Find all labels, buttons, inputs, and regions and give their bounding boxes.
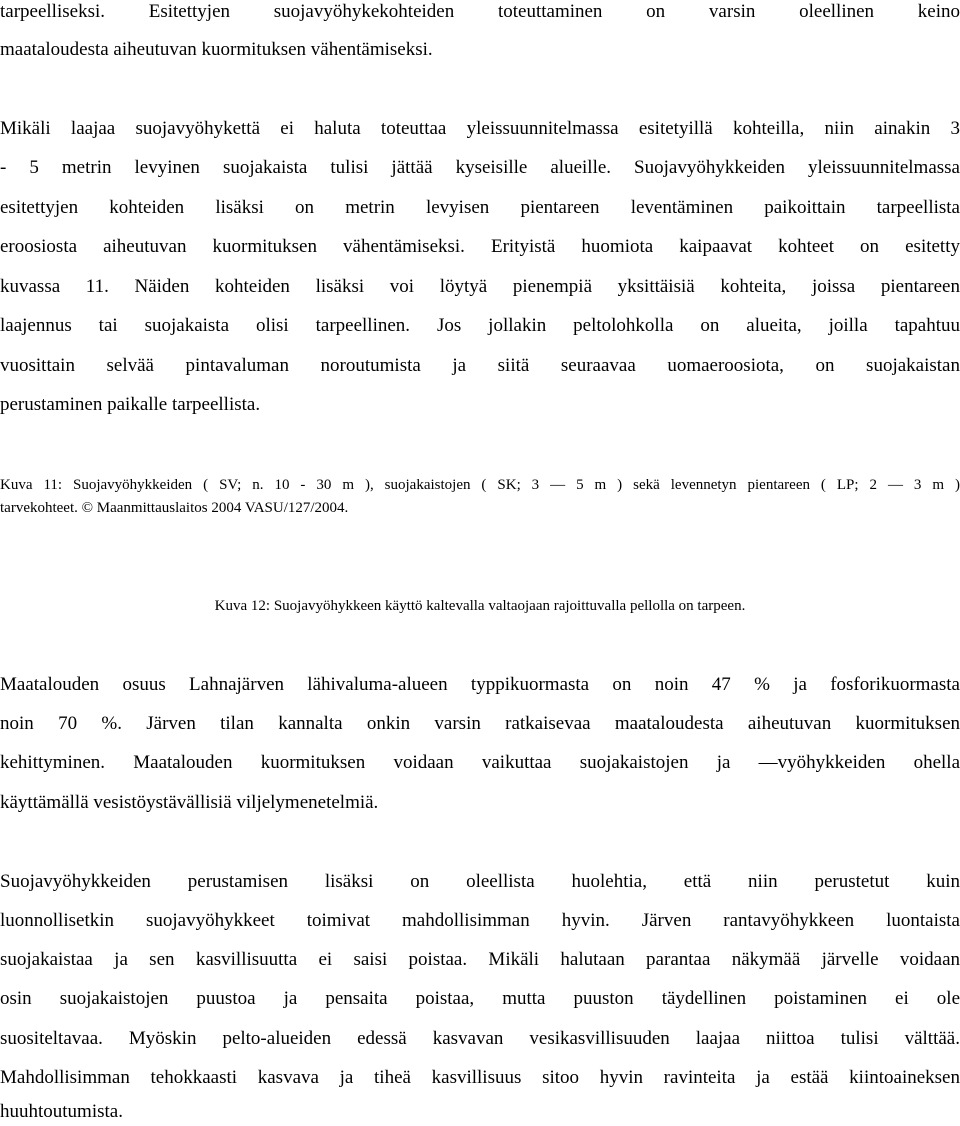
paragraph-line: Mahdollisimman tehokkaasti kasvava ja tiheä kasvillisuus sitoo hyvin ravinteita ja estää kiintoaineksen — [0, 1067, 960, 1088]
paragraph-line: luonnollisetkin suojavyöhykkeet toimivat mahdollisimman hyvin. Järven rantavyöhykkeen luontaista — [0, 910, 960, 931]
paragraph-line: esitettyjen kohteiden lisäksi on metrin levyisen pientareen leventäminen paikoittain tarpeellista — [0, 197, 960, 218]
paragraph-line: tarpeelliseksi. Esitettyjen suojavyöhykekohteiden toteuttaminen on varsin oleellinen keino — [0, 1, 960, 22]
caption-line: Kuva 11: Suojavyöhykkeiden ( SV; n. 10 - 30 m ), suojakaistojen ( SK; 3 — 5 m ) sekä levennetyn pientareen ( LP; 2 — 3 m ) — [0, 477, 960, 493]
paragraph-line: kuvassa 11. Näiden kohteiden lisäksi voi löytyä pienempiä yksittäisiä kohteita, joissa pientareen — [0, 276, 960, 297]
paragraph-line: noin 70 %. Järven tilan kannalta onkin varsin ratkaisevaa maataloudesta aiheutuvan kuormituksen — [0, 713, 960, 734]
caption-line: tarvekohteet. © Maanmittauslaitos 2004 VASU/127/2004. — [0, 500, 349, 516]
paragraph-line: kehittyminen. Maatalouden kuormituksen voidaan vaikuttaa suojakaistojen ja —vyöhykkeiden ohella — [0, 752, 960, 773]
paragraph-line: osin suojakaistojen puustoa ja pensaita poistaa, mutta puuston täydellinen poistaminen ei ole — [0, 988, 960, 1009]
paragraph-line: laajennus tai suojakaista olisi tarpeellinen. Jos jollakin peltolohkolla on alueita, joilla tapahtuu — [0, 315, 960, 336]
paragraph-line: suositeltavaa. Myöskin pelto-alueiden edessä kasvavan vesikasvillisuuden laajaa niittoa tulisi välttää. — [0, 1028, 960, 1049]
paragraph-line: Maatalouden osuus Lahnajärven lähivaluma-alueen typpikuormasta on noin 47 % ja fosforikuormasta — [0, 674, 960, 695]
paragraph-line: - 5 metrin levyinen suojakaista tulisi jättää kyseisille alueille. Suojavyöhykkeiden yleissuunnitelmassa — [0, 157, 960, 178]
paragraph-line: käyttämällä vesistöystävällisiä viljelymenetelmiä. — [0, 792, 379, 813]
paragraph-line: suojakaistaa ja sen kasvillisuutta ei saisi poistaa. Mikäli halutaan parantaa näkymää järvelle voidaan — [0, 949, 960, 970]
paragraph-line: Suojavyöhykkeiden perustamisen lisäksi on oleellista huolehtia, että niin perustetut kuin — [0, 871, 960, 892]
paragraph-line: perustaminen paikalle tarpeellista. — [0, 394, 261, 415]
caption-line: Kuva 12: Suojavyöhykkeen käyttö kaltevalla valtaojaan rajoittuvalla pellolla on tarpeen. — [214, 598, 746, 614]
paragraph-line: huuhtoutumista. — [0, 1101, 123, 1122]
paragraph-line: Mikäli laajaa suojavyöhykettä ei haluta toteuttaa yleissuunnitelmassa esitetyillä kohteilla, niin ainakin 3 — [0, 118, 960, 139]
paragraph-line: eroosiosta aiheutuvan kuormituksen vähentämiseksi. Erityistä huomiota kaipaavat kohteet on esitetty — [0, 236, 960, 257]
paragraph-line: maataloudesta aiheutuvan kuormituksen vähentämiseksi. — [0, 39, 433, 60]
paragraph-line: vuosittain selvää pintavaluman noroutumista ja siitä seuraavaa uomaeroosiota, on suojakaistan — [0, 355, 960, 376]
